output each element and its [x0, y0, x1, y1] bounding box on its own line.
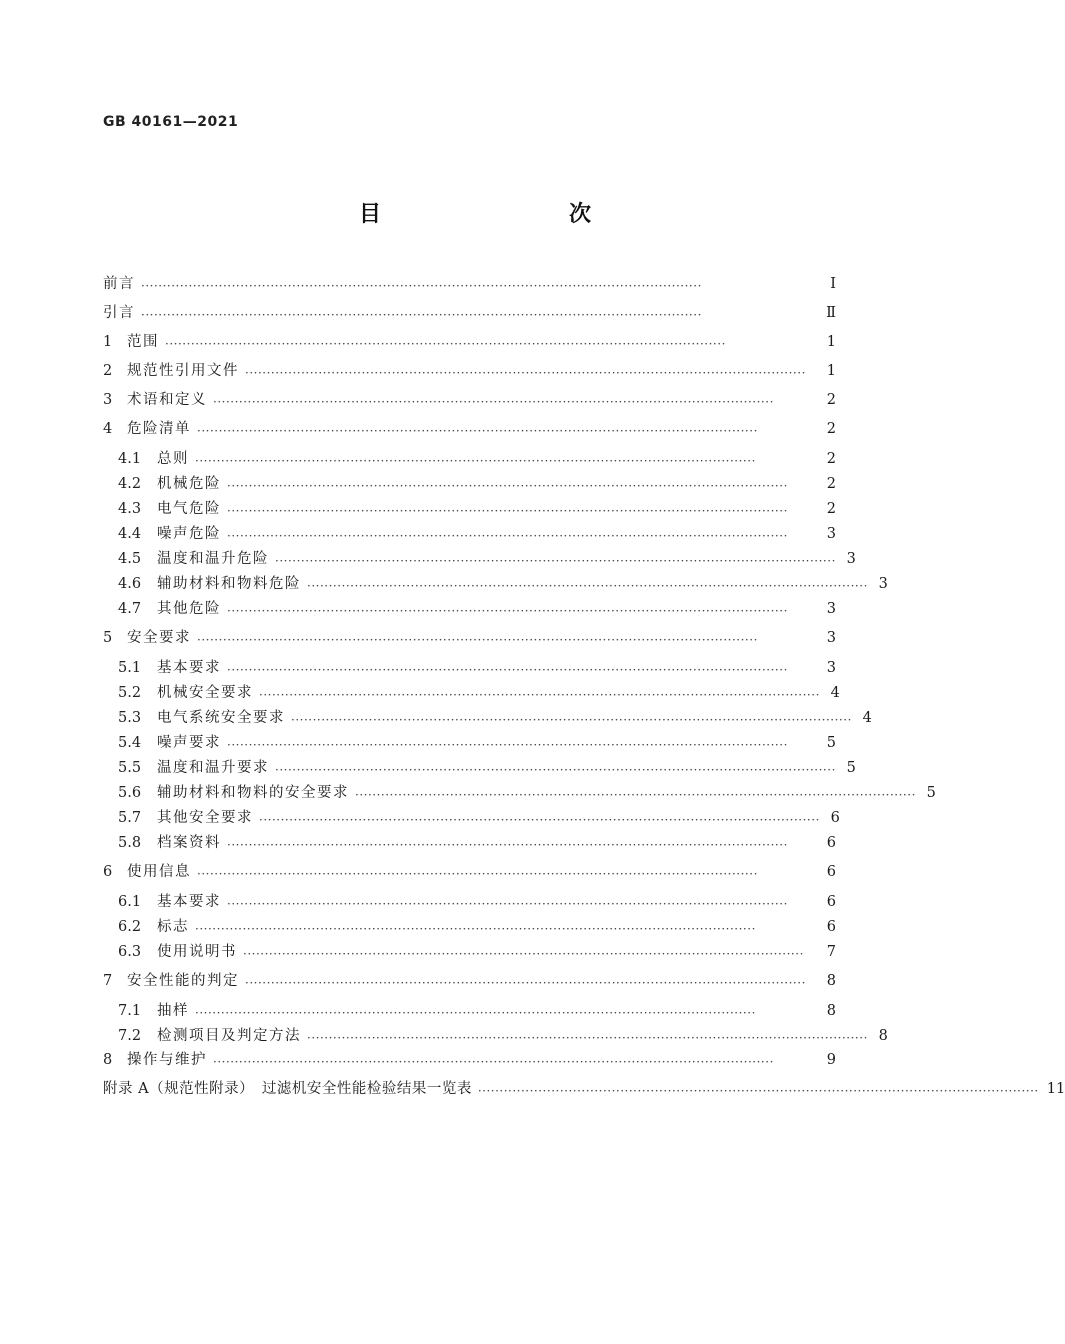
toc-page-number: 9 [826, 1052, 836, 1068]
toc-dot-leader: ·································································································································· [197, 633, 758, 647]
toc-entry-number: 6.3 [118, 944, 142, 960]
toc-page-number: 3 [846, 551, 856, 567]
toc-dot-leader: ·································································································································· [243, 947, 804, 961]
toc-entry[interactable] [118, 706, 872, 730]
toc-entry-number: 5.3 [118, 710, 142, 726]
toc-entry-number: 4.4 [118, 526, 142, 542]
toc-entry[interactable] [118, 572, 888, 596]
toc-dot-leader: ·································································································································· [141, 308, 702, 322]
toc-dot-leader: ·································································································································· [275, 554, 836, 568]
toc-entry-title: 温度和温升要求 [157, 760, 269, 776]
toc-dot-leader: ·································································································································· [227, 838, 788, 852]
toc-entry[interactable] [103, 272, 836, 296]
toc-entry[interactable] [118, 497, 836, 521]
toc-entry-number: 1 [103, 334, 113, 350]
toc-dot-leader: ·································································································································· [245, 976, 806, 990]
toc-entry-title: 前言 [103, 276, 135, 292]
toc-dot-leader: ·································································································································· [195, 922, 756, 936]
toc-entry-title: 噪声要求 [157, 735, 221, 751]
toc-entry[interactable] [118, 447, 836, 471]
toc-dot-leader: ·································································································································· [477, 1084, 1039, 1098]
toc-entry[interactable] [103, 1048, 836, 1072]
toc-entry-number: 4.2 [118, 476, 142, 492]
toc-entry[interactable] [103, 301, 836, 325]
toc-entry-title: 安全性能的判定 [127, 973, 239, 989]
toc-page-number: 5 [926, 785, 936, 801]
toc-entry[interactable] [118, 656, 836, 680]
toc-entry-title: 电气系统安全要求 [157, 710, 285, 726]
toc-page-number: 8 [826, 1003, 836, 1019]
toc-entry-title: 辅助材料和物料危险 [157, 576, 301, 592]
toc-dot-leader: ·································································································································· [227, 479, 788, 493]
toc-entry-title: 基本要求 [157, 894, 221, 910]
toc-page-number: 8 [826, 973, 836, 989]
toc-page-number: 6 [826, 919, 836, 935]
page-title: 目 次 [358, 202, 639, 227]
toc-entry-title: 电气危险 [157, 501, 221, 517]
toc-entry-number: 4.6 [118, 576, 142, 592]
toc-entry[interactable] [103, 626, 836, 650]
toc-dot-leader: ·································································································································· [195, 1006, 756, 1020]
toc-page-number: 6 [826, 835, 836, 851]
toc-entry-title: 辅助材料和物料的安全要求 [157, 785, 349, 801]
toc-dot-leader: ·································································································································· [227, 529, 788, 543]
toc-dot-leader: ·································································································································· [197, 867, 758, 881]
toc-entry-number: 6.1 [118, 894, 142, 910]
toc-entry-title: 附录 A（规范性附录） 过滤机安全性能检验结果一览表 [103, 1081, 472, 1097]
toc-entry-number: 5.4 [118, 735, 142, 751]
toc-entry[interactable] [118, 781, 936, 805]
toc-dot-leader: ·································································································································· [227, 604, 788, 618]
toc-page-number: 2 [826, 421, 836, 437]
toc-entry[interactable] [103, 860, 836, 884]
toc-entry-number: 4.3 [118, 501, 142, 517]
toc-dot-leader: ·································································································································· [141, 279, 702, 293]
toc-page-number: 1 [826, 363, 836, 379]
toc-entry-number: 5.5 [118, 760, 142, 776]
toc-entry-number: 6 [103, 864, 113, 880]
toc-page-number: 2 [826, 476, 836, 492]
toc-entry[interactable] [103, 388, 836, 412]
toc-entry[interactable] [118, 831, 836, 855]
toc-dot-leader: ·································································································································· [259, 813, 820, 827]
toc-entry[interactable] [118, 1024, 888, 1048]
toc-page-number: 3 [826, 660, 836, 676]
toc-page-number: 7 [826, 944, 836, 960]
toc-page-number: Ⅰ [830, 276, 836, 292]
toc-dot-leader: ·································································································································· [307, 579, 868, 593]
toc-entry-number: 4 [103, 421, 113, 437]
toc-page-number: 3 [878, 576, 888, 592]
toc-entry-number: 7.1 [118, 1003, 142, 1019]
toc-entry-number: 5.7 [118, 810, 142, 826]
toc-entry-title: 档案资料 [157, 835, 221, 851]
toc-dot-leader: ·································································································································· [197, 424, 758, 438]
toc-page-number: 5 [826, 735, 836, 751]
toc-dot-leader: ·································································································································· [245, 366, 806, 380]
toc-entry[interactable] [118, 472, 836, 496]
toc-page-number: 6 [830, 810, 840, 826]
toc-dot-leader: ·································································································································· [227, 738, 788, 752]
toc-entry[interactable] [118, 681, 840, 705]
toc-entry-title: 危险清单 [127, 421, 191, 437]
toc-entry-title: 温度和温升危险 [157, 551, 269, 567]
toc-entry-number: 8 [103, 1052, 113, 1068]
toc-page-number: 3 [826, 601, 836, 617]
toc-entry[interactable] [103, 417, 836, 441]
toc-entry[interactable] [118, 915, 836, 939]
toc-entry-number: 5.6 [118, 785, 142, 801]
toc-entry[interactable] [103, 330, 836, 354]
toc-dot-leader: ·································································································································· [355, 788, 916, 802]
toc-entry[interactable] [118, 597, 836, 621]
toc-page-number: 3 [826, 630, 836, 646]
toc-entry-title: 标志 [157, 919, 189, 935]
toc-entry-number: 5.1 [118, 660, 142, 676]
toc-dot-leader: ·································································································································· [259, 688, 820, 702]
toc-entry-title: 引言 [103, 305, 135, 321]
toc-page-number: 6 [826, 864, 836, 880]
toc-page-number: 1 [826, 334, 836, 350]
toc-entry[interactable] [103, 359, 836, 383]
toc-entry-title: 安全要求 [127, 630, 191, 646]
toc-page-number: Ⅱ [826, 305, 836, 321]
toc-page-number: 11 [1046, 1081, 1065, 1097]
toc-entry-title: 使用说明书 [157, 944, 237, 960]
toc-page-number: 4 [862, 710, 872, 726]
toc-entry[interactable] [118, 806, 840, 830]
toc-entry-number: 6.2 [118, 919, 142, 935]
toc-entry-number: 4.1 [118, 451, 142, 467]
toc-dot-leader: ·································································································································· [307, 1031, 868, 1045]
toc-entry-title: 总则 [157, 451, 189, 467]
toc-entry-number: 5.2 [118, 685, 142, 701]
toc-entry[interactable] [103, 1077, 1065, 1101]
toc-dot-leader: ·································································································································· [227, 504, 788, 518]
toc-entry-title: 其他安全要求 [157, 810, 253, 826]
toc-entry-title: 噪声危险 [157, 526, 221, 542]
toc-page-number: 8 [878, 1028, 888, 1044]
toc-entry-title: 范围 [127, 334, 159, 350]
toc-entry-title: 术语和定义 [127, 392, 207, 408]
toc-entry-title: 基本要求 [157, 660, 221, 676]
toc-entry[interactable] [118, 756, 856, 780]
toc-page-number: 2 [826, 501, 836, 517]
toc-entry-title: 机械危险 [157, 476, 221, 492]
toc-entry-number: 7.2 [118, 1028, 142, 1044]
toc-page-number: 4 [830, 685, 840, 701]
toc-entry-title: 抽样 [157, 1003, 189, 1019]
toc-entry[interactable] [118, 522, 836, 546]
standard-code: GB 40161—2021 [103, 114, 239, 130]
toc-dot-leader: ·································································································································· [213, 1055, 774, 1069]
toc-entry[interactable] [118, 999, 836, 1023]
toc-entry-title: 使用信息 [127, 864, 191, 880]
toc-page-number: 3 [826, 526, 836, 542]
toc-entry-number: 5.8 [118, 835, 142, 851]
toc-entry-number: 2 [103, 363, 113, 379]
toc-dot-leader: ·································································································································· [213, 395, 774, 409]
toc-entry[interactable] [118, 940, 836, 964]
toc-entry-number: 7 [103, 973, 113, 989]
toc-page-number: 6 [826, 894, 836, 910]
toc-dot-leader: ·································································································································· [227, 897, 788, 911]
toc-entry-number: 5 [103, 630, 113, 646]
toc-entry-number: 3 [103, 392, 113, 408]
toc-dot-leader: ·································································································································· [275, 763, 836, 777]
toc-page-number: 2 [826, 392, 836, 408]
toc-entry[interactable] [118, 547, 856, 571]
toc-entry-title: 机械安全要求 [157, 685, 253, 701]
toc-entry-title: 检测项目及判定方法 [157, 1028, 301, 1044]
toc-page-number: 5 [846, 760, 856, 776]
toc-entry-number: 4.5 [118, 551, 142, 567]
toc-page-number: 2 [826, 451, 836, 467]
toc-entry[interactable] [118, 890, 836, 914]
toc-dot-leader: ·································································································································· [165, 337, 726, 351]
toc-entry-title: 规范性引用文件 [127, 363, 239, 379]
toc-entry-title: 操作与维护 [127, 1052, 207, 1068]
toc-entry[interactable] [103, 969, 836, 993]
toc-entry[interactable] [118, 731, 836, 755]
toc-dot-leader: ·································································································································· [291, 713, 852, 727]
toc-dot-leader: ·································································································································· [227, 663, 788, 677]
toc-dot-leader: ·································································································································· [195, 454, 756, 468]
toc-entry-title: 其他危险 [157, 601, 221, 617]
toc-entry-number: 4.7 [118, 601, 142, 617]
